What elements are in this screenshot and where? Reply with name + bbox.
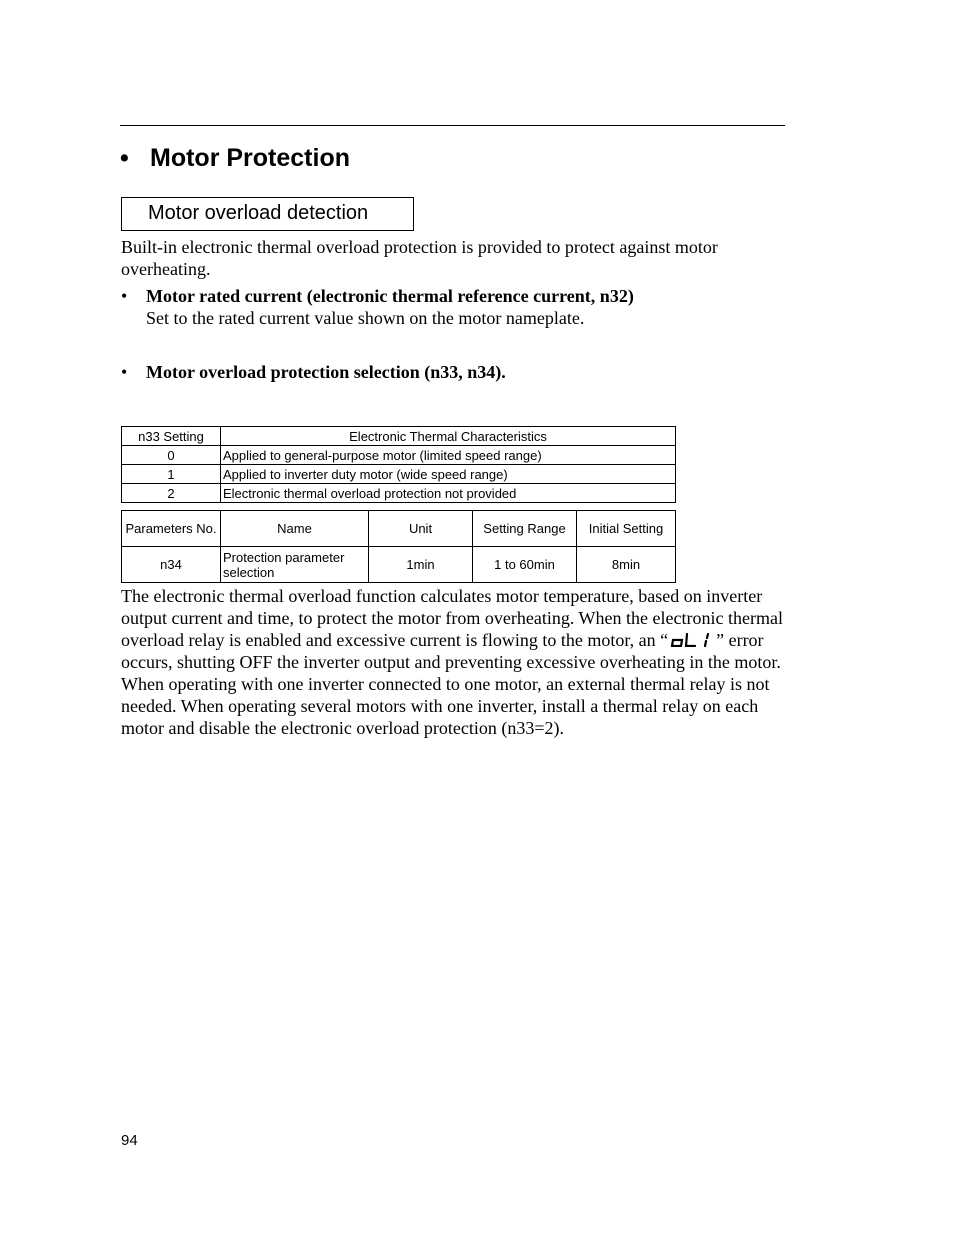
page-number: 94	[121, 1132, 138, 1149]
item-text: Set to the rated current value shown on the motor nameplate.	[146, 308, 585, 328]
intro-paragraph: Built-in electronic thermal overload protection is provided to protect against motor overheating.	[121, 237, 718, 279]
table-header-row	[122, 511, 676, 547]
table-header-cell: n33 Setting	[122, 427, 221, 446]
section-title-text: Motor Protection	[150, 144, 350, 172]
n34-parameter-table	[121, 510, 676, 583]
item-bullet: •	[121, 286, 128, 306]
table-cell: 1 to 60min	[473, 547, 577, 583]
body-text-before: The electronic thermal overload function calculates motor temperature, based on inverter output current and time, to protect the motor from overheating. When the electronic thermal overload relay is enabled and excessive current is flowing to the motor, an “	[121, 586, 783, 650]
table-header-cell: Name	[221, 511, 369, 547]
section-title	[120, 141, 350, 175]
table-cell: Protection parameter selection	[221, 547, 369, 583]
bullet-item-overload-selection	[121, 361, 786, 383]
table-row	[122, 465, 676, 484]
table-cell: 2	[122, 484, 221, 503]
table-header-cell: Electronic Thermal Characteristics	[221, 427, 676, 446]
table-row	[122, 446, 676, 465]
body-text-after: ” error occurs, shutting OFF the inverter output and preventing excessive overheating in the motor. When operating with one inverter connected to one motor, an external thermal relay is not needed. When operating several motors with one inverter, install a thermal relay on each motor and disable the electronic overload protection (n33=2).	[121, 630, 781, 738]
table-cell: Applied to inverter duty motor (wide speed range)	[221, 465, 676, 484]
table-cell: 0	[122, 446, 221, 465]
table-header-row	[122, 427, 676, 446]
table-cell: Electronic thermal overload protection not provided	[221, 484, 676, 503]
header-rule	[120, 125, 785, 126]
item-heading: Motor rated current (electronic thermal reference current, n32)	[146, 286, 634, 306]
table-cell: 1	[122, 465, 221, 484]
table-cell: 8min	[577, 547, 676, 583]
item-heading: Motor overload protection selection (n33, n34).	[146, 362, 506, 382]
table-cell: Applied to general-purpose motor (limited speed range)	[221, 446, 676, 465]
description-paragraph	[121, 585, 786, 739]
subsection-title: Motor overload detection	[121, 197, 414, 231]
table-cell: n34	[122, 547, 221, 583]
table-header-cell: Initial Setting	[577, 511, 676, 547]
item-bullet: •	[121, 362, 128, 382]
table-cell: 1min	[369, 547, 473, 583]
bullet-item-motor-rated-current	[121, 285, 786, 329]
n33-settings-table	[121, 426, 676, 503]
table-header-cell: Parameters No.	[122, 511, 221, 547]
table-row	[122, 547, 676, 583]
table-header-cell: Setting Range	[473, 511, 577, 547]
section-bullet: •	[120, 144, 129, 172]
seven-segment-oL1-icon	[670, 633, 714, 647]
table-header-cell: Unit	[369, 511, 473, 547]
table-row	[122, 484, 676, 503]
